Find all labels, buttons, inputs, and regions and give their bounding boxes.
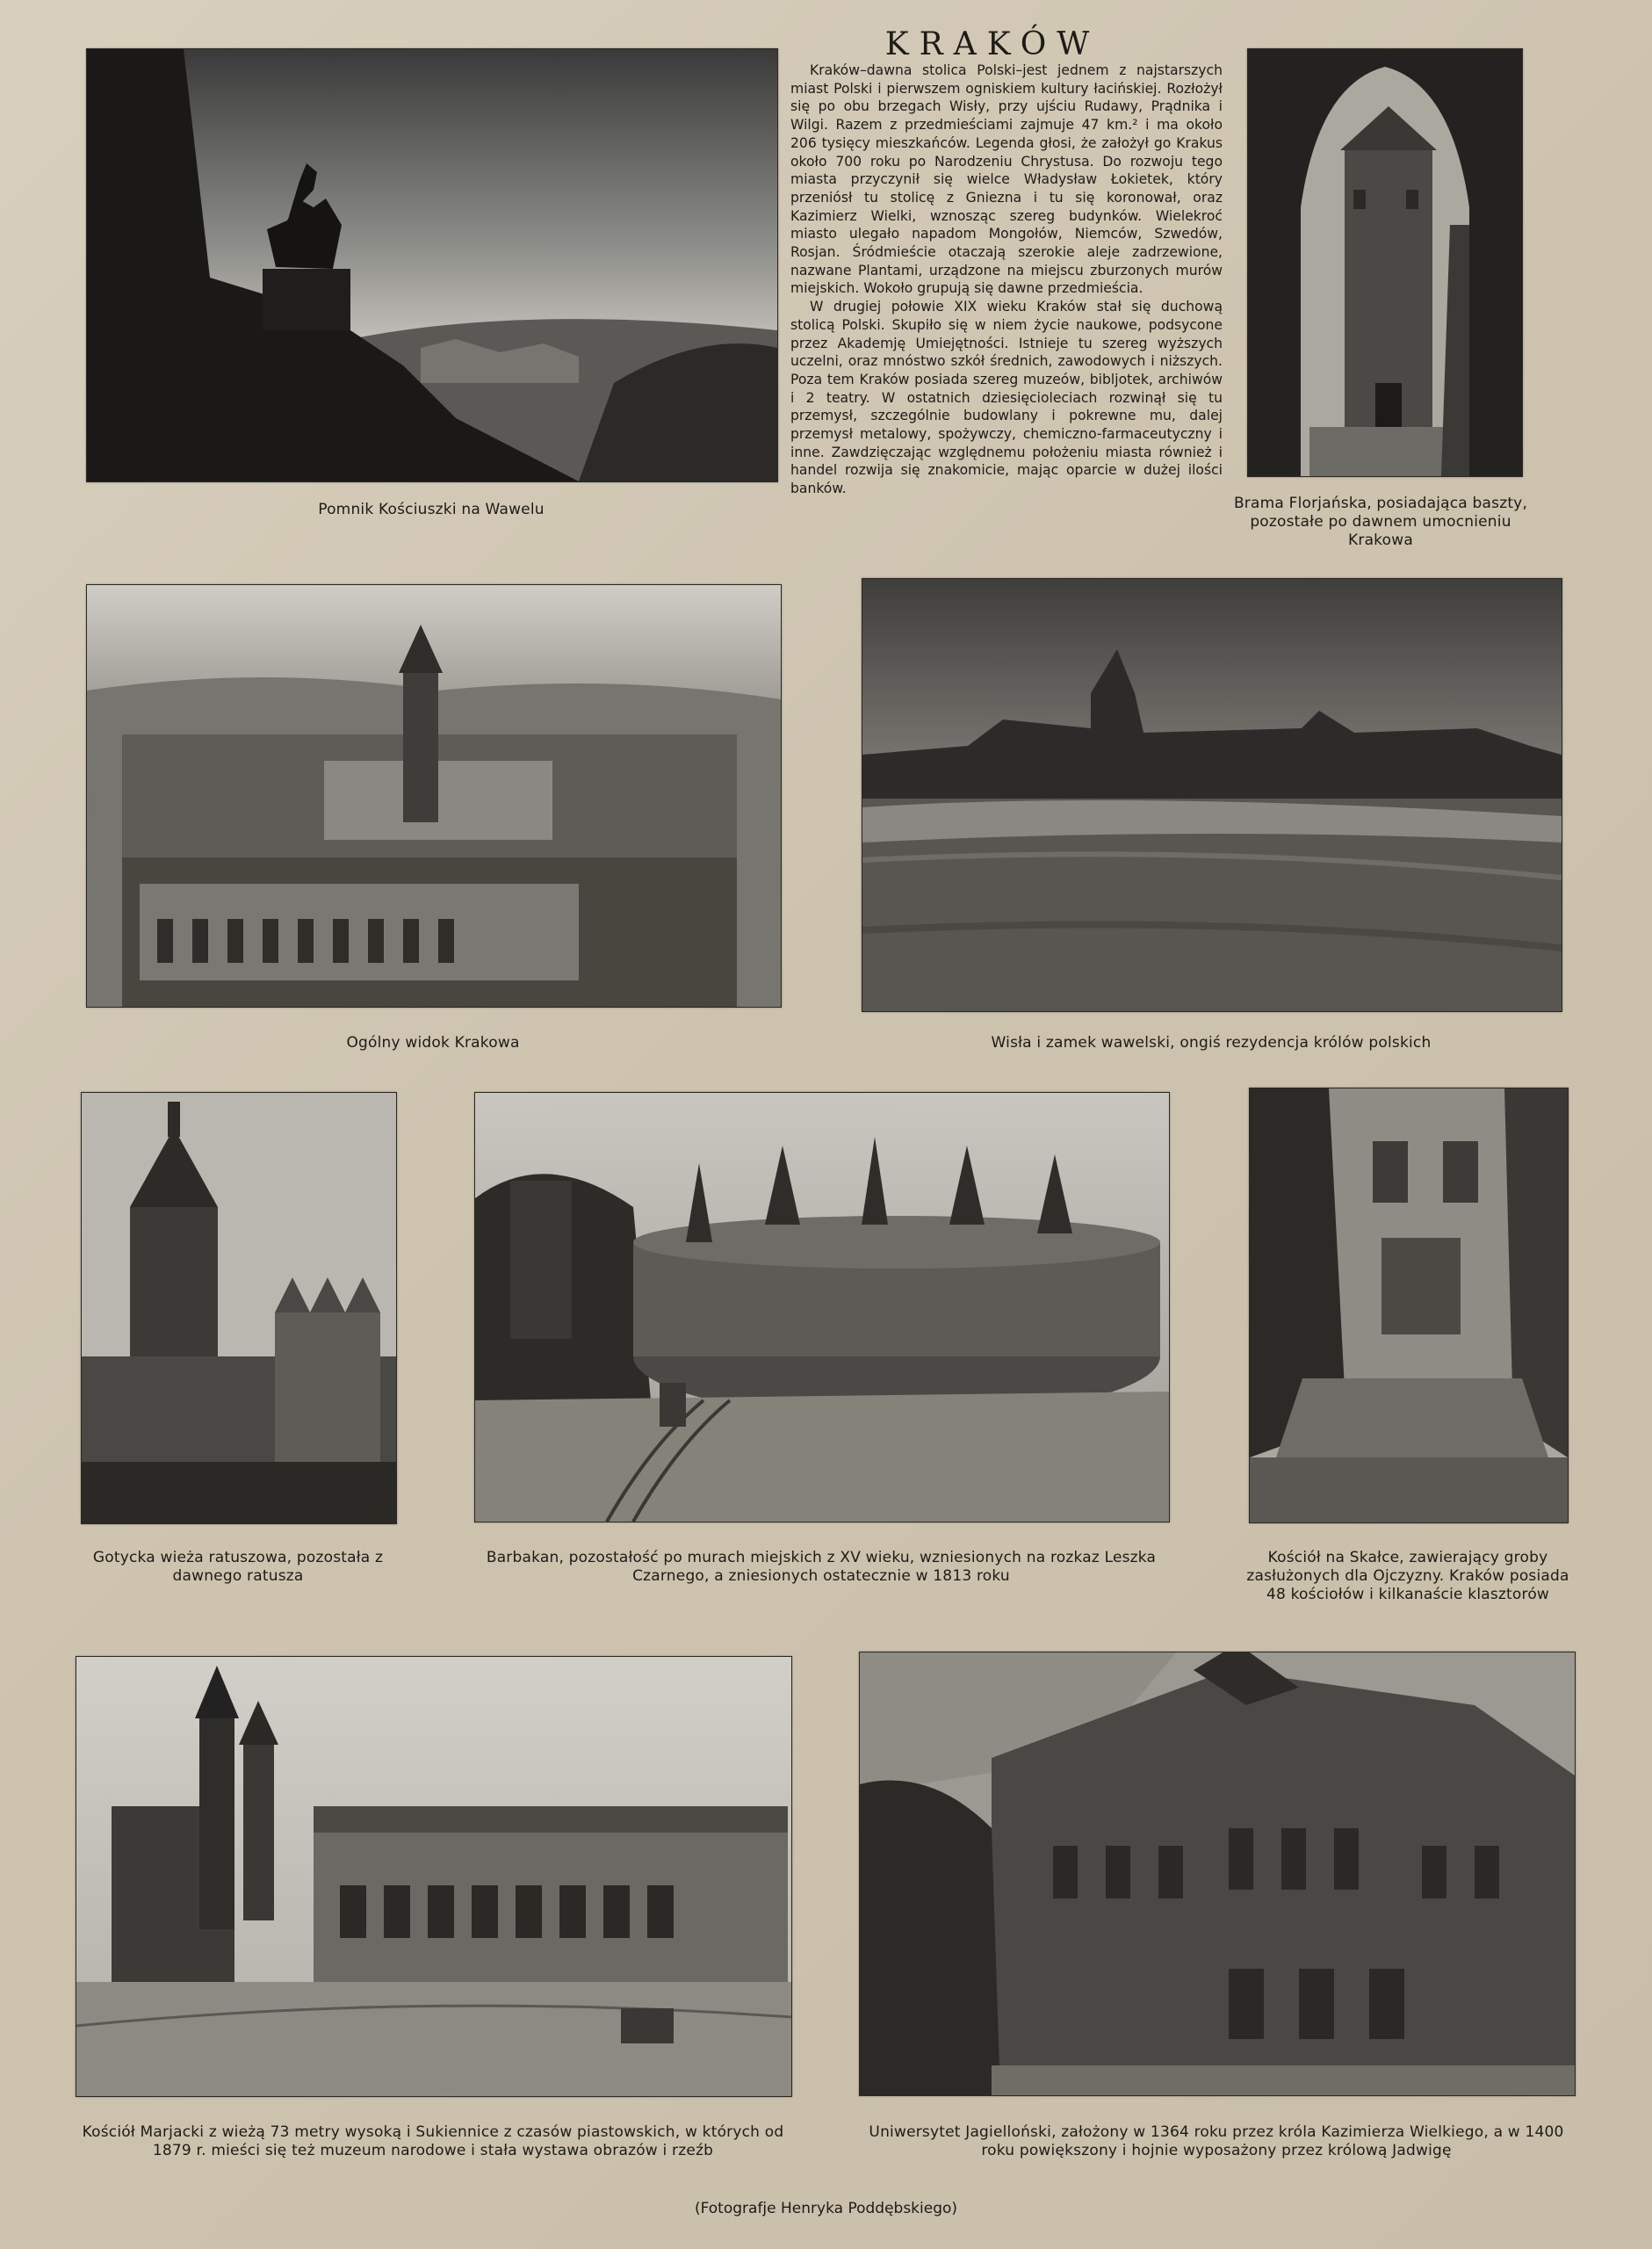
photo-caption: Kościół na Skałce, zawierający groby zasłużonych dla Ojczyzny. Kraków posiada 48 kościołów i kilkanaście klasztorów: [1246, 1549, 1569, 1603]
photo-general-view: [86, 584, 782, 1008]
article-body: [790, 61, 1223, 498]
photo-credit: (Fotografje Henryka Poddębskiego): [694, 2200, 958, 2217]
photo-caption: Barbakan, pozostałość po murach miejskich z XV wieku, wzniesionych na rozkaz Leszka Czarnego, a zniesionych ostatecznie w 1813 roku: [486, 1549, 1157, 1585]
photo-caption: Wisła i zamek wawelski, ongiś rezydencja królów polskich: [991, 1034, 1432, 1052]
photo-caption: Uniwersytet Jagielloński, założony w 1364 roku przez króla Kazimierza Wielkiego, a w 1400 roku powiększony i hojnie wyposażony przez królową Jadwigę: [869, 2123, 1564, 2159]
photo-caption: Kościół Marjacki z wieżą 73 metry wysoką i Sukiennice z czasów piastowskich, w których od 1879 r. mieści się też muzeum narodowe i stała wystawa obrazów i rzeźb: [82, 2123, 784, 2159]
photo-caption: Brama Florjańska, posiadająca baszty, pozostałe po dawnem umocnieniu Krakowa: [1233, 495, 1528, 549]
photo-jagiellonian-university: [859, 1652, 1576, 2096]
photo-caption: Pomnik Kościuszki na Wawelu: [318, 501, 545, 518]
photo-florian-gate: [1247, 48, 1523, 477]
photo-town-hall-tower: [81, 1092, 397, 1524]
photo-skalka-church: [1249, 1088, 1569, 1523]
photo-marian-church-cloth-hall: [76, 1656, 792, 2097]
article-title: KRAKÓW: [884, 26, 1100, 62]
photo-caption: Gotycka wieża ratuszowa, pozostała z dawnego ratusza: [92, 1549, 384, 1585]
photo-vistula-wawel: [862, 578, 1562, 1012]
photo-kosciuszko-monument: [86, 48, 778, 482]
photo-barbican: [474, 1092, 1170, 1522]
photo-caption: Ogólny widok Krakowa: [346, 1034, 520, 1052]
article-paragraph: W drugiej połowie XIX wieku Kraków stał się duchową stolicą Polski. Skupiło się w niem życie naukowe, podsycone przez Akademję Umiejętności. Istnieje tu szereg wyższych uczelni, oraz mnóstwo szkół średnich, zawodowych i niższych. Poza tem Kraków posiada szereg muzeów, bibljotek, archiwów i 2 teatry. W ostatnich dziesięcioleciach rozwinął się tu przemysł, szczególnie budowlany i pokrewne mu, dalej przemysł metalowy, spożywczy, chemiczno-farmaceutyczny i inne. Zawdzięczając względnemu położeniu miasta również i handel rozwija się znakomicie, mając oparcie w dużej ilości banków.: [790, 299, 1223, 497]
article-paragraph: Kraków–dawna stolica Polski–jest jednem z najstarszych miast Polski i pierwszem ogniskiem kultury łacińskiej. Rozłożył się po obu brzegach Wisły, przy ujściu Rudawy, Prądnika i Wilgi. Razem z przedmieściami zajmuje 47 km.² i ma około 206 tysięcy mieszkańców. Legenda głosi, że założył go Krakus około 700 roku po Narodzeniu Chrystusa. Do rozwoju tego miasta przyczynił się wielce Władysław Łokietek, który przeniósł tu stolicę z Gniezna i tu się koronował, oraz Kazimierz Wielki, wznosząc szereg budynków. Wielekroć miasto ulegało napadom Mongołów, Niemców, Szwedów, Rosjan. Śródmieście otaczają szerokie aleje zadrzewione, nazwane Plantami, urządzone na miejscu zburzonych murów miejskich. Wokoło grupują się dawne przedmieścia.: [790, 62, 1223, 297]
